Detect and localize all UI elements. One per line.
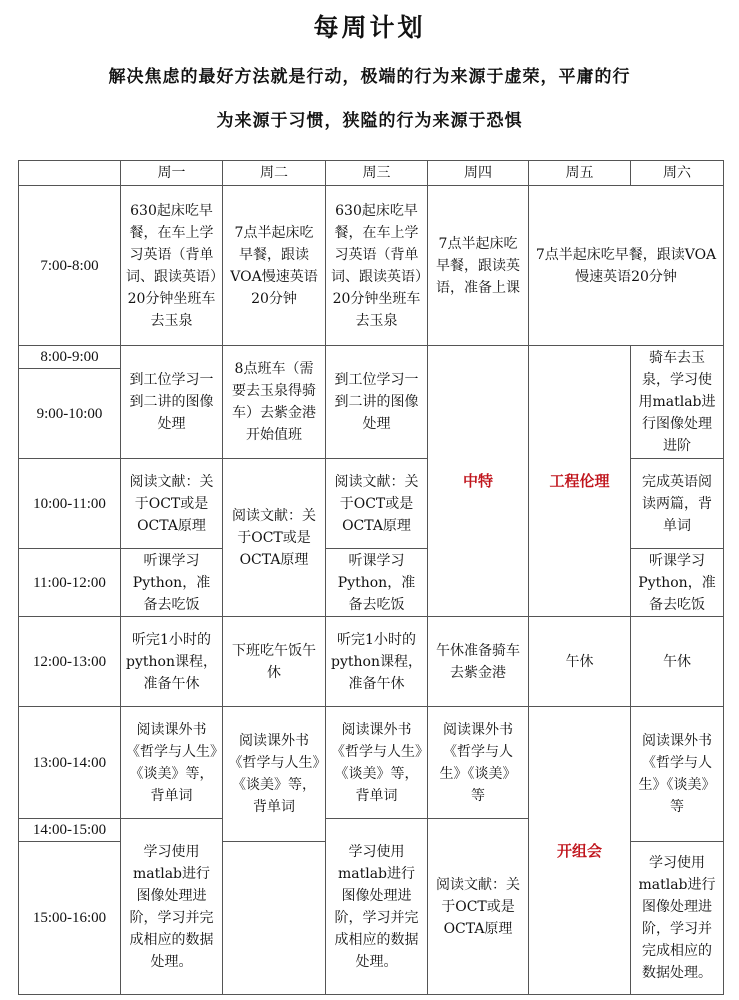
cell-mon-1100: 听课学习Python，准备去吃饭 bbox=[121, 549, 223, 617]
cell-wed-1000: 阅读文献：关于OCT或是OCTA原理 bbox=[326, 459, 428, 549]
time-slot-1000: 10:00-11:00 bbox=[19, 459, 121, 549]
cell-wed-1200: 听完1小时的python课程，准备午休 bbox=[326, 617, 428, 707]
weekly-schedule-table bbox=[18, 160, 724, 995]
cell-mon-1400: 学习使用matlab进行图像处理进阶，学习并完成相应的数据处理。 bbox=[121, 819, 223, 995]
cell-thu-1300: 阅读课外书《哲学与人生》《谈美》等 bbox=[428, 707, 529, 819]
time-slot-1500: 15:00-16:00 bbox=[19, 842, 121, 995]
time-slot-0700: 7:00-8:00 bbox=[19, 186, 121, 346]
cell-sat-1200: 午休 bbox=[631, 617, 724, 707]
cell-mon-0700: 630起床吃早餐，在车上学习英语（背单词、跟读英语）20分钟坐班车去玉泉 bbox=[121, 186, 223, 346]
cell-fri-1200: 午休 bbox=[529, 617, 631, 707]
cell-wed-1300: 阅读课外书《哲学与人生》《谈美》等，背单词 bbox=[326, 707, 428, 819]
header-day-tue: 周二 bbox=[223, 161, 326, 186]
header-day-fri: 周五 bbox=[529, 161, 631, 186]
cell-fri-0800-1200: 工程伦理 bbox=[529, 346, 631, 617]
time-slot-0800: 8:00-9:00 bbox=[19, 346, 121, 369]
cell-mon-1000: 阅读文献：关于OCT或是OCTA原理 bbox=[121, 459, 223, 549]
cell-fri-sat-0700: 7点半起床吃早餐，跟读VOA慢速英语20分钟 bbox=[529, 186, 724, 346]
header-day-sat: 周六 bbox=[631, 161, 724, 186]
cell-sat-1000: 完成英语阅读两篇，背单词 bbox=[631, 459, 724, 549]
time-slot-1400: 14:00-15:00 bbox=[19, 819, 121, 842]
cell-wed-0700: 630起床吃早餐，在车上学习英语（背单词、跟读英语）20分钟坐班车去玉泉 bbox=[326, 186, 428, 346]
cell-wed-1100: 听课学习Python，准备去吃饭 bbox=[326, 549, 428, 617]
page-title: 每周计划 bbox=[313, 13, 426, 42]
cell-wed-1400: 学习使用matlab进行图像处理进阶，学习并完成相应的数据处理。 bbox=[326, 819, 428, 995]
cell-tue-1500 bbox=[223, 842, 326, 995]
cell-wed-0800: 到工位学习一到二讲的图像处理 bbox=[326, 346, 428, 459]
cell-tue-0700: 7点半起床吃早餐，跟读VOA慢速英语20分钟 bbox=[223, 186, 326, 346]
header-day-wed: 周三 bbox=[326, 161, 428, 186]
header-corner bbox=[19, 161, 121, 186]
header-day-thu: 周四 bbox=[428, 161, 529, 186]
cell-thu-1200: 午休准备骑车去紫金港 bbox=[428, 617, 529, 707]
time-slot-1200: 12:00-13:00 bbox=[19, 617, 121, 707]
time-slot-1300: 13:00-14:00 bbox=[19, 707, 121, 819]
cell-tue-0800: 8点班车（需要去玉泉得骑车）去紫金港开始值班 bbox=[223, 346, 326, 459]
cell-tue-1200: 下班吃午饭午休 bbox=[223, 617, 326, 707]
cell-sat-1500: 学习使用matlab进行图像处理进阶，学习并完成相应的数据处理。 bbox=[631, 842, 724, 995]
cell-thu-1400: 阅读文献：关于OCT或是OCTA原理 bbox=[428, 819, 529, 995]
cell-mon-1300: 阅读课外书《哲学与人生》《谈美》等，背单词 bbox=[121, 707, 223, 819]
cell-sat-1100: 听课学习Python，准备去吃饭 bbox=[631, 549, 724, 617]
cell-tue-1300: 阅读课外书《哲学与人生》《谈美》等，背单词 bbox=[223, 707, 326, 842]
motto-line-1: 解决焦虑的最好方法就是行动，极端的行为来源于虚荣，平庸的行 bbox=[108, 67, 631, 87]
cell-thu-0700: 7点半起床吃早餐，跟读英语，准备上课 bbox=[428, 186, 529, 346]
time-slot-1100: 11:00-12:00 bbox=[19, 549, 121, 617]
cell-sat-0800: 骑车去玉泉，学习使用matlab进行图像处理进阶 bbox=[631, 346, 724, 459]
cell-fri-1300-1600: 开组会 bbox=[529, 707, 631, 995]
cell-tue-1000: 阅读文献：关于OCT或是OCTA原理 bbox=[223, 459, 326, 617]
header-day-mon: 周一 bbox=[121, 161, 223, 186]
motto-line-2: 为来源于习惯，狭隘的行为来源于恐惧 bbox=[216, 111, 523, 131]
cell-thu-0800-1200: 中特 bbox=[428, 346, 529, 617]
cell-mon-0800: 到工位学习一到二讲的图像处理 bbox=[121, 346, 223, 459]
time-slot-0900: 9:00-10:00 bbox=[19, 369, 121, 459]
cell-sat-1300: 阅读课外书《哲学与人生》《谈美》等 bbox=[631, 707, 724, 842]
cell-mon-1200: 听完1小时的python课程，准备午休 bbox=[121, 617, 223, 707]
